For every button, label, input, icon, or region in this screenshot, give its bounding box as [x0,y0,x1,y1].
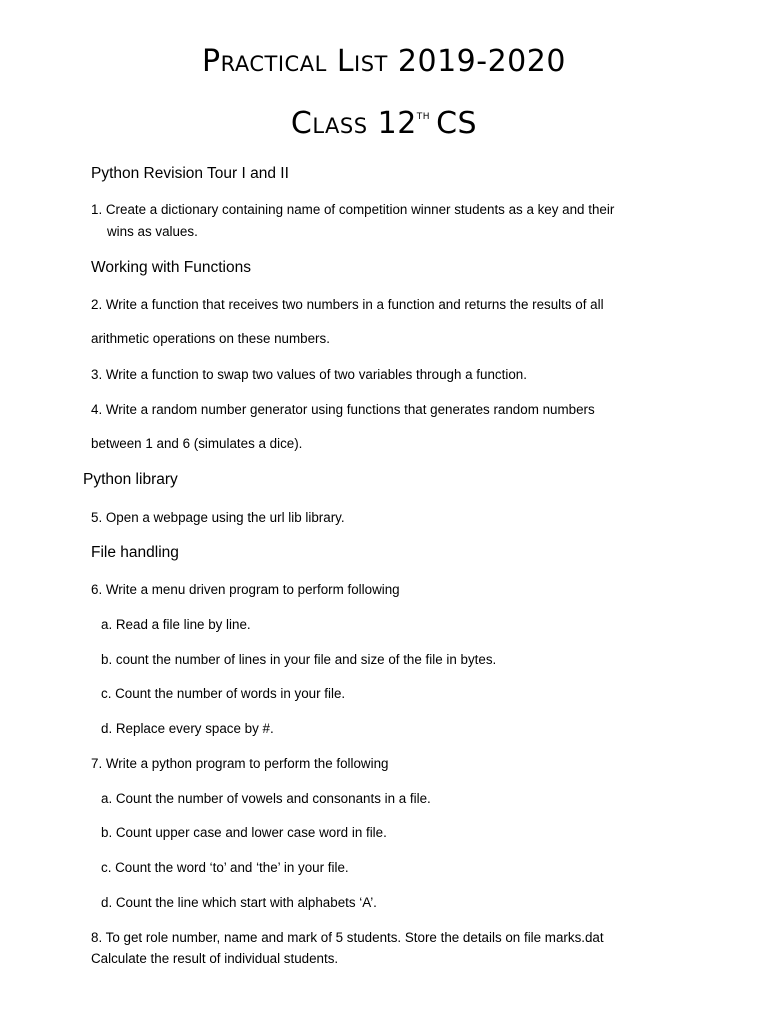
question-1-line-1: 1. Create a dictionary containing name of competition winner students as a key and their [91,202,615,217]
question-7-part-a: a. Count the number of vowels and consonants in a file. [101,791,431,806]
question-6-part-b: b. count the number of lines in your file and size of the file in bytes. [101,652,497,667]
question-6-part-a: a. Read a file line by line. [101,617,251,632]
question-2-line-1: 2. Write a function that receives two numbers in a function and returns the results of all [91,297,604,312]
question-7-part-c: c. Count the word ‘to’ and ‘the’ in your file. [101,860,349,875]
class-label: Class 12 [290,106,417,141]
question-7-part-b: b. Count upper case and lower case word in file. [101,825,387,840]
question-5: 5. Open a webpage using the url lib library. [91,510,345,525]
question-6: 6. Write a menu driven program to perform following [91,582,400,597]
question-8-line-2: Calculate the result of individual students. [91,951,339,966]
section-heading: Python library [83,471,178,488]
question-4-line-2: between 1 and 6 (simulates a dice). [91,436,303,451]
question-4-line-1: 4. Write a random number generator using functions that generates random numbers [91,402,595,417]
question-7: 7. Write a python program to perform the following [91,756,389,771]
question-8-line-1: 8. To get role number, name and mark of 5 students. Store the details on file marks.dat [91,930,604,945]
class-superscript: th [416,108,431,123]
question-3: 3. Write a function to swap two values of two variables through a function. [91,367,527,382]
page-title: Practical List 2019-2020 [202,44,566,79]
subject-label: CS [436,106,478,141]
page-subtitle [0,106,768,141]
question-7-part-d: d. Count the line which start with alphabets ‘A’. [101,895,377,910]
section-heading: File handling [91,544,179,561]
question-6-part-c: c. Count the number of words in your file. [101,686,346,701]
question-2-line-2: arithmetic operations on these numbers. [91,331,330,346]
question-6-part-d: d. Replace every space by #. [101,721,274,736]
section-heading: Python Revision Tour I and II [91,165,289,182]
question-1-line-2: wins as values. [107,224,198,239]
section-heading: Working with Functions [91,259,251,276]
